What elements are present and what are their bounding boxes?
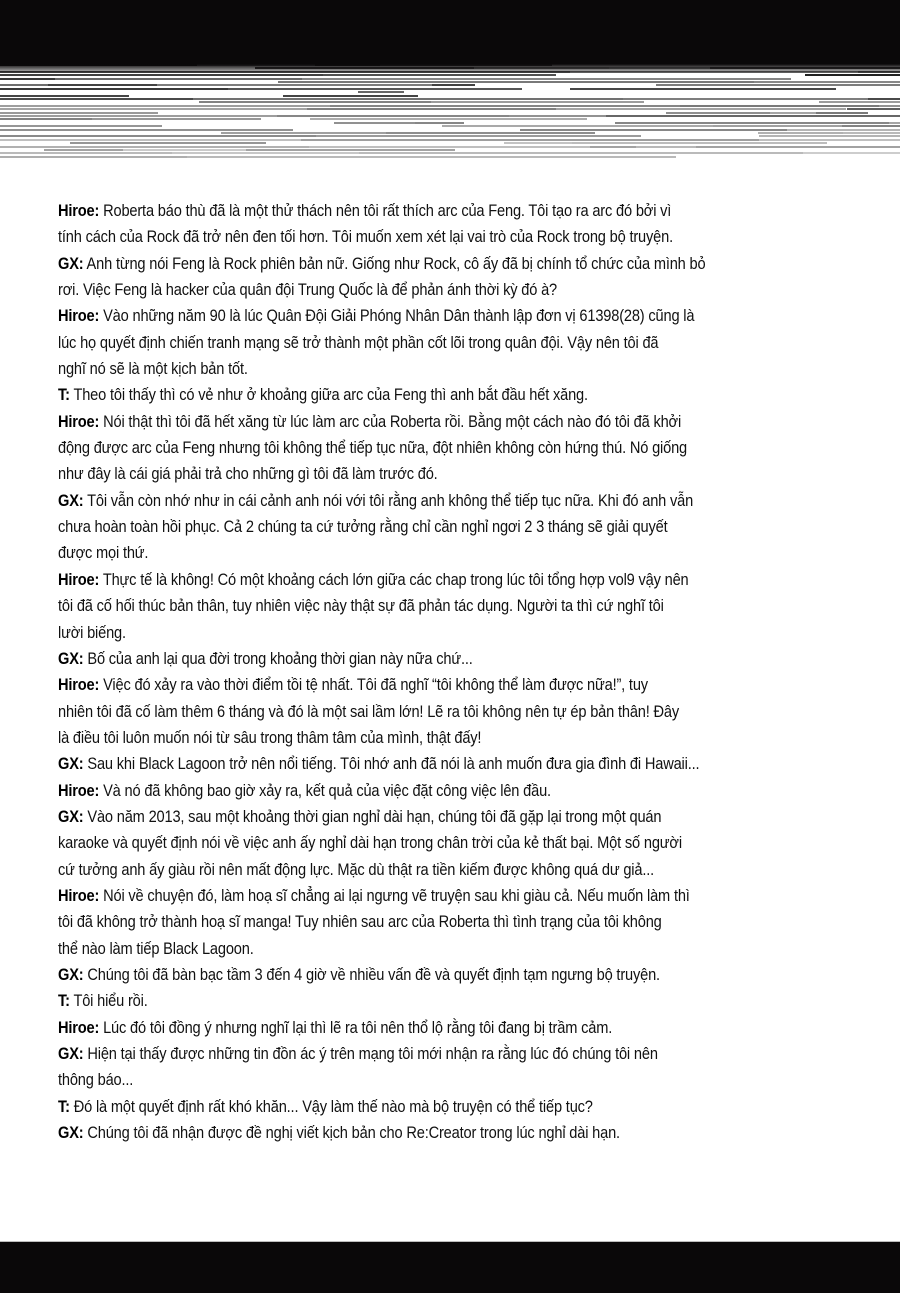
speaker-label: GX: — [58, 490, 84, 510]
speaker-label: Hiroe: — [58, 201, 100, 220]
speaker-label: GX: — [58, 1123, 84, 1143]
speaker-label: Hiroe: — [58, 1017, 100, 1037]
speaker-label: Hiroe: — [58, 411, 100, 431]
dialogue-line — [58, 1120, 763, 1146]
dialogue-line — [58, 330, 763, 356]
dialogue-line — [58, 198, 763, 224]
speaker-label: GX: — [58, 754, 84, 774]
speaker-label: T: — [58, 991, 70, 1011]
dialogue-text: thể nào làm tiếp Black Lagoon. — [58, 938, 254, 958]
dialogue-text: karaoke và quyết định nói về việc anh ấy nghỉ dài hạn trong chân trời của kẻ thất bại. Một số người — [58, 833, 682, 853]
dialogue-line — [58, 778, 763, 804]
dialogue-text: rơi. Việc Feng là hacker của quân đội Trung Quốc là để phản ánh thời kỳ đó à? — [58, 280, 558, 300]
speed-line-stripes — [0, 64, 900, 159]
speaker-label: Hiroe: — [58, 780, 100, 800]
dialogue-text: Bố của anh lại qua đời trong khoảng thời gian này nữa chứ... — [83, 648, 473, 668]
dialogue-line — [58, 804, 763, 830]
speaker-label: T: — [58, 1096, 70, 1116]
dialogue-text: lúc họ quyết định chiến tranh mạng sẽ trở thành một phần cốt lõi trong quân đội. Vậy nên tôi đã — [58, 332, 659, 352]
dialogue-line — [58, 725, 763, 751]
dialogue-text: Lúc đó tôi đồng ý nhưng nghĩ lại thì lẽ ra tôi nên thổ lộ rằng tôi đang bị trầm cảm. — [99, 1017, 613, 1037]
speaker-label: Hiroe: — [58, 885, 100, 905]
speaker-label: GX: — [58, 648, 84, 668]
dialogue-text: lười biếng. — [58, 622, 126, 642]
dialogue-line — [58, 962, 763, 988]
dialogue-line — [58, 1041, 763, 1067]
dialogue-text: Hiện tại thấy được những tin đồn ác ý trên mạng tôi mới nhận ra rằng lúc đó chúng tôi nên — [83, 1044, 658, 1063]
dialogue-text: Theo tôi thấy thì có vẻ như ở khoảng giữa arc của Feng thì anh bắt đầu hết xăng. — [69, 385, 588, 405]
dialogue-text: Tôi hiểu rồi. — [69, 991, 148, 1011]
dialogue-text: Sau khi Black Lagoon trở nên nổi tiếng. Tôi nhớ anh đã nói là anh muốn đưa gia đình đi Hawaii... — [83, 754, 700, 774]
dialogue-text: Việc đó xảy ra vào thời điểm tồi tệ nhất. Tôi đã nghĩ “tôi không thể làm được nữa!”, tuy — [99, 675, 648, 695]
speaker-label: Hiroe: — [58, 569, 100, 589]
dialogue-text: tính cách của Rock đã trở nên đen tối hơn. Tôi muốn xem xét lại vai trò của Rock trong bộ truyện. — [58, 227, 673, 247]
dialogue-line — [58, 699, 763, 725]
dialogue-line — [58, 409, 763, 435]
dialogue-line — [58, 303, 763, 329]
dialogue-line — [58, 751, 763, 777]
dialogue-line — [58, 251, 763, 277]
dialogue-text: Nói thật thì tôi đã hết xăng từ lúc làm arc của Roberta rồi. Bằng một cách nào đó tôi đã khởi — [99, 411, 682, 431]
dialogue-text: tôi đã cố hối thúc bản thân, tuy nhiên việc này thật sự đã phản tác dụng. Người ta thì cứ nghĩ tôi — [58, 596, 664, 616]
dialogue-line — [58, 988, 763, 1014]
dialogue-line — [58, 567, 763, 593]
dialogue-line — [58, 224, 763, 250]
dialogue-line — [58, 909, 763, 935]
dialogue-text: Nói về chuyện đó, làm hoạ sĩ chẳng ai lại ngưng vẽ truyện sau khi giàu cả. Nếu muốn làm thì — [99, 885, 690, 905]
dialogue-line — [58, 646, 763, 672]
dialogue-text: Và nó đã không bao giờ xảy ra, kết quả của việc đặt công việc lên đầu. — [99, 780, 551, 800]
dialogue-line — [58, 356, 763, 382]
dialogue-text: Roberta báo thù đã là một thử thách nên tôi rất thích arc của Feng. Tôi tạo ra arc đó bởi vì — [99, 201, 672, 220]
dialogue-text: là điều tôi luôn muốn nói từ sâu trong thâm tâm của mình, thật đấy! — [58, 727, 482, 747]
speaker-label: Hiroe: — [58, 675, 100, 695]
dialogue-line — [58, 435, 763, 461]
dialogue-text: cứ tưởng anh ấy giàu rồi nên mất động lực. Mặc dù thật ra tiền kiếm được không quá dư giả... — [58, 859, 654, 879]
top-black-band — [0, 0, 900, 64]
dialogue-text: Vào năm 2013, sau một khoảng thời gian nghỉ dài hạn, chúng tôi đã gặp lại trong một quán — [83, 806, 662, 826]
speaker-label: GX: — [58, 253, 84, 273]
dialogue-line — [58, 540, 763, 566]
bottom-black-band — [0, 1241, 900, 1293]
dialogue-text: được mọi thứ. — [58, 543, 149, 563]
dialogue-text: tôi đã không trở thành hoạ sĩ manga! Tuy nhiên sau arc của Roberta thì tình trạng của tôi không — [58, 912, 662, 932]
dialogue-line — [58, 620, 763, 646]
speaker-label: GX: — [58, 1044, 84, 1063]
dialogue-line — [58, 936, 763, 962]
dialogue-line — [58, 1015, 763, 1041]
speaker-label: GX: — [58, 964, 84, 984]
dialogue-line — [58, 883, 763, 909]
dialogue-text: Vào những năm 90 là lúc Quân Đội Giải Phóng Nhân Dân thành lập đơn vị 61398(28) cũng là — [99, 306, 695, 326]
dialogue-text: nghĩ nó sẽ là một kịch bản tốt. — [58, 359, 248, 379]
dialogue-text: chưa hoàn toàn hồi phục. Cả 2 chúng ta cứ tưởng rằng chỉ cần nghỉ ngơi 2 3 tháng sẽ giải quyết — [58, 517, 668, 537]
dialogue-line — [58, 830, 763, 856]
speaker-label: T: — [58, 385, 70, 405]
dialogue-text: động được arc của Feng nhưng tôi không thể tiếp tục nữa, đột nhiên không còn hứng thú. Nó giống — [58, 438, 688, 458]
dialogue-line — [58, 593, 763, 619]
dialogue-line — [58, 277, 763, 303]
dialogue-text: Đó là một quyết định rất khó khăn... Vậy làm thế nào mà bộ truyện có thể tiếp tục? — [69, 1096, 593, 1116]
dialogue-text: như đây là cái giá phải trả cho những gì tôi đã làm trước đó. — [58, 464, 438, 484]
dialogue-line — [58, 382, 763, 408]
speaker-label: Hiroe: — [58, 306, 100, 326]
dialogue-line — [58, 461, 763, 487]
dialogue-line — [58, 672, 763, 698]
dialogue-line — [58, 1094, 763, 1120]
dialogue-line — [58, 514, 763, 540]
dialogue-text: Tôi vẫn còn nhớ như in cái cảnh anh nói với tôi rằng anh không thể tiếp tục nữa. Khi đó anh vẫn — [83, 490, 694, 510]
dialogue-line — [58, 488, 763, 514]
dialogue-line — [58, 1067, 763, 1093]
dialogue-text: Chúng tôi đã nhận được đề nghị viết kịch bản cho Re:Creator trong lúc nghỉ dài hạn. — [83, 1123, 620, 1143]
dialogue-text: Anh từng nói Feng là Rock phiên bản nữ. Giống như Rock, cô ấy đã bị chính tổ chức của mình bỏ — [83, 253, 706, 273]
dialogue-text: Thực tế là không! Có một khoảng cách lớn giữa các chap trong lúc tôi tổng hợp vol9 vậy nên — [99, 569, 689, 589]
interview-text — [58, 198, 878, 1146]
dialogue-line — [58, 857, 763, 883]
dialogue-text: nhiên tôi đã cố làm thêm 6 tháng và đó là một sai lầm lớn! Lẽ ra tôi không nên tự ép bản thân! Đây — [58, 701, 680, 721]
dialogue-text: Chúng tôi đã bàn bạc tầm 3 đến 4 giờ về nhiều vấn đề và quyết định tạm ngưng bộ truyện. — [83, 964, 660, 984]
speaker-label: GX: — [58, 806, 84, 826]
dialogue-text: thông báo... — [58, 1070, 134, 1090]
